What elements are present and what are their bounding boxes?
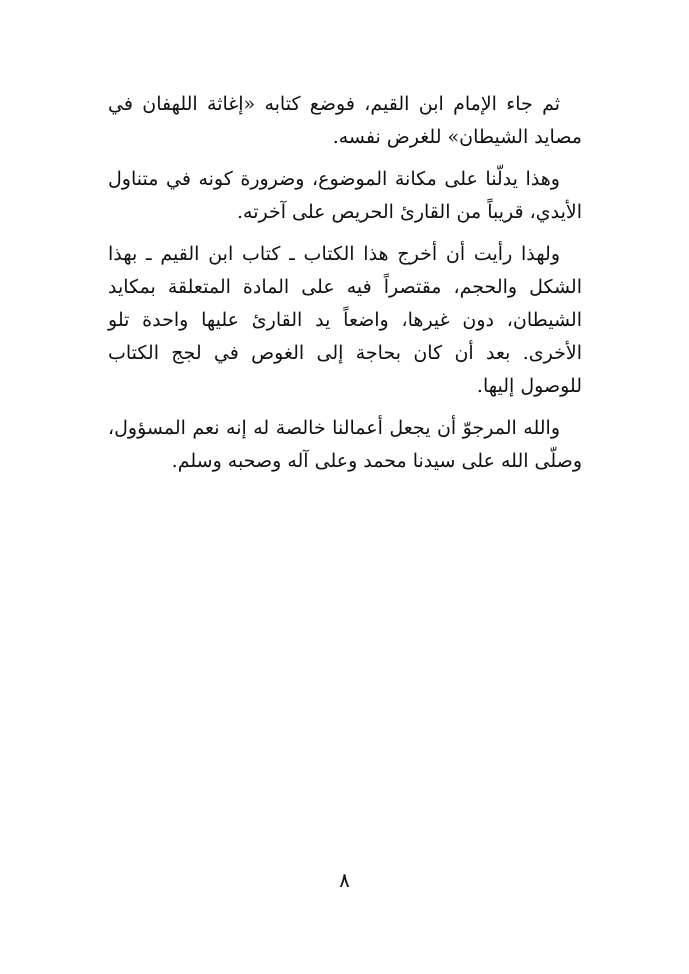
paragraph-2: وهذا يدلّنا على مكانة الموضوع، وضرورة كونه في متناول الأيدي، قريباً من القارئ الحريص على آخرته. <box>108 168 582 223</box>
paragraph-1: ثم جاء الإمام ابن القيم، فوضع كتابه «إغاثة اللهفان في مصايد الشيطان» للغرض نفسه. <box>108 93 582 148</box>
body-text <box>108 88 582 487</box>
paragraph-4: والله المرجوّ أن يجعل أعمالنا خالصة له إنه نعم المسؤول، وصلّى الله على سيدنا محمد وعلى آله وصحبه وسلم. <box>108 417 582 472</box>
page-number: ٨ <box>339 868 350 892</box>
paragraph-3: ولهذا رأيت أن أخرج هذا الكتاب ـ كتاب ابن القيم ـ بهذا الشكل والحجم، مقتصراً فيه على المادة المتعلقة بمكايد الشيطان، دون غيرها، واضعاً يد القارئ عليها واحدة تلو الأخرى. بعد أن كان بحاجة إلى الغوص في لجج الكتاب للوصول إليها. <box>108 243 582 397</box>
